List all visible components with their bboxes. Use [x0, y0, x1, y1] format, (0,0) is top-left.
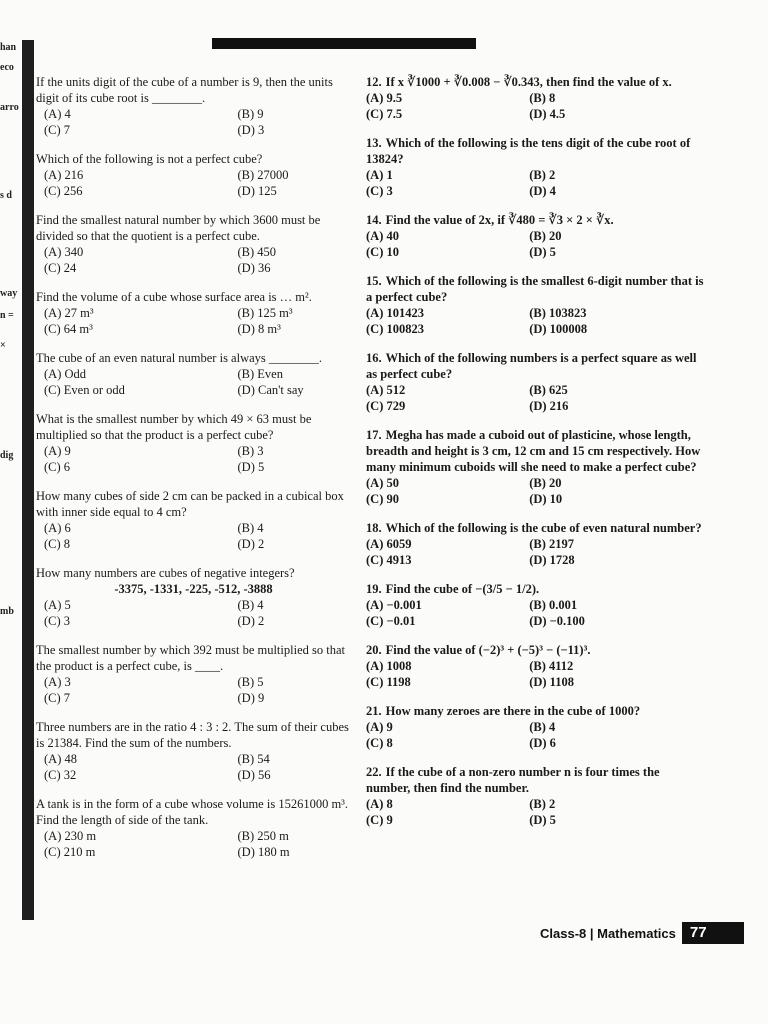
answer-option: (A) 1 — [366, 168, 393, 182]
answer-option: (C) 7.5 — [366, 107, 403, 121]
question-number: 13. — [366, 136, 382, 150]
right-question-column — [366, 74, 706, 841]
answer-options — [366, 475, 706, 507]
answer-option: (B) 4112 — [529, 659, 574, 673]
question-stem — [366, 135, 706, 167]
question-item — [366, 520, 706, 568]
answer-options — [36, 305, 351, 337]
answer-option: (C) 729 — [366, 399, 406, 413]
left-question-column — [36, 74, 351, 873]
question-text: A tank is in the form of a cube whose volume is 15261000 m³. Find the length of side of the tank. — [36, 797, 349, 827]
question-number-list: -3375, -1331, -225, -512, -3888 — [114, 582, 273, 596]
answer-option: (D) 6 — [529, 736, 556, 750]
answer-option: (D) 180 m — [237, 845, 290, 859]
answer-option: (A) Odd — [44, 367, 87, 381]
answer-option: (C) 90 — [366, 492, 399, 506]
question-item — [366, 703, 706, 751]
answer-options — [36, 443, 351, 475]
answer-option: (C) 24 — [44, 261, 77, 275]
answer-option: (A) 3 — [44, 675, 71, 689]
answer-options — [36, 106, 351, 138]
question-stem — [36, 289, 351, 305]
answer-option: (C) Even or odd — [44, 383, 125, 397]
question-text: Megha has made a cuboid out of plasticine, whose length, breadth and height is 3 cm, 12 cm and 15 cm respectively. How many minimum cuboids will she need to make a perfect cube? — [366, 428, 701, 474]
question-stem — [366, 273, 706, 305]
margin-note: n = — [0, 310, 14, 321]
answer-option: (C) 8 — [44, 537, 71, 551]
answer-option: (B) 4 — [237, 598, 264, 612]
answer-option: (C) 32 — [44, 768, 77, 782]
answer-option: (C) 1198 — [366, 675, 411, 689]
answer-option: (A) 6059 — [366, 537, 412, 551]
question-number: 18. — [366, 521, 382, 535]
question-text: The smallest number by which 392 must be multiplied so that the product is a perfect cube, is ____. — [36, 643, 345, 673]
question-stem — [366, 427, 706, 475]
answer-option: (B) 2 — [529, 168, 556, 182]
question-text: Find the value of 2x, if ∛480 = ∛3 × 2 × ∛x. — [385, 213, 614, 227]
question-text: If the cube of a non-zero number n is four times the number, then find the number. — [366, 765, 660, 795]
margin-note: arro — [0, 102, 19, 113]
question-stem — [366, 74, 706, 90]
answer-option: (C) 7 — [44, 691, 71, 705]
margin-note: way — [0, 288, 18, 299]
margin-note: × — [0, 340, 6, 351]
question-stem — [366, 212, 706, 228]
question-stem — [36, 488, 351, 520]
question-stem — [36, 74, 351, 106]
answer-option: (B) 8 — [529, 91, 556, 105]
question-item — [36, 151, 351, 199]
question-text: Which of the following is the tens digit of the cube root of 13824? — [366, 136, 691, 166]
answer-option: (C) −0.01 — [366, 614, 416, 628]
margin-note: eco — [0, 62, 14, 73]
answer-option: (D) 10 — [529, 492, 563, 506]
answer-option: (D) 5 — [237, 460, 265, 474]
answer-option: (A) 9 — [44, 444, 71, 458]
answer-option: (D) Can't say — [237, 383, 304, 397]
answer-option: (C) 100823 — [366, 322, 424, 336]
question-item — [36, 642, 351, 706]
question-text: The cube of an even natural number is always ________. — [36, 351, 323, 365]
question-stem — [36, 796, 351, 828]
answer-option: (D) 3 — [237, 123, 265, 137]
answer-option: (D) 9 — [237, 691, 265, 705]
answer-options — [366, 536, 706, 568]
margin-note: s d — [0, 190, 12, 201]
question-text: Which of the following is the cube of even natural number? — [385, 521, 702, 535]
answer-options — [366, 382, 706, 414]
header-band — [212, 38, 476, 49]
answer-options — [366, 597, 706, 629]
question-text: Find the volume of a cube whose surface area is … m². — [36, 290, 312, 304]
question-stem — [36, 565, 351, 581]
answer-option: (B) 2 — [529, 797, 556, 811]
answer-option: (A) 4 — [44, 107, 71, 121]
answer-option: (A) 9.5 — [366, 91, 403, 105]
question-item — [366, 350, 706, 414]
answer-option: (A) 216 — [44, 168, 84, 182]
answer-options — [366, 305, 706, 337]
answer-option: (B) 9 — [237, 107, 264, 121]
question-text: Which of the following numbers is a perfect square as well as perfect cube? — [366, 351, 697, 381]
question-number: 12. — [366, 75, 382, 89]
question-stem — [36, 151, 351, 167]
footer-label: Class-8 | Mathematics — [540, 925, 676, 941]
answer-option: (C) 9 — [366, 813, 393, 827]
answer-option: (B) 4 — [237, 521, 264, 535]
answer-option: (A) 512 — [366, 383, 406, 397]
adjacent-page-margin — [0, 40, 34, 920]
question-text: If the units digit of the cube of a number is 9, then the units digit of its cube root is ________. — [36, 75, 333, 105]
question-item — [36, 565, 351, 629]
question-text: Three numbers are in the ratio 4 : 3 : 2. The sum of their cubes is 21384. Find the sum of the numbers. — [36, 720, 349, 750]
question-stem — [366, 642, 706, 658]
answer-option: (D) 2 — [237, 614, 265, 628]
answer-option: (D) 1728 — [529, 553, 575, 567]
question-text: Which of the following is not a perfect cube? — [36, 152, 263, 166]
answer-option: (B) 625 — [529, 383, 568, 397]
question-item — [36, 350, 351, 398]
question-number: 17. — [366, 428, 382, 442]
question-item — [366, 74, 706, 122]
answer-option: (D) 5 — [529, 245, 556, 259]
answer-options — [366, 658, 706, 690]
question-text: What is the smallest number by which 49 × 63 must be multiplied so that the product is a perfect cube? — [36, 412, 312, 442]
question-stem — [36, 212, 351, 244]
answer-option: (C) 7 — [44, 123, 71, 137]
question-text: If x ∛1000 + ∛0.008 − ∛0.343, then find the value of x. — [385, 75, 672, 89]
margin-note: han — [0, 42, 17, 53]
answer-option: (B) 3 — [237, 444, 264, 458]
question-item — [366, 135, 706, 199]
question-number: 19. — [366, 582, 382, 596]
question-number: 20. — [366, 643, 382, 657]
answer-options — [366, 167, 706, 199]
answer-option: (B) 4 — [529, 720, 556, 734]
answer-option: (A) 6 — [44, 521, 71, 535]
answer-options — [366, 719, 706, 751]
question-number: 15. — [366, 274, 382, 288]
answer-option: (C) 64 m³ — [44, 322, 93, 336]
question-text: Find the cube of −(3/5 − 1/2). — [385, 582, 540, 596]
answer-options — [366, 228, 706, 260]
answer-option: (D) 2 — [237, 537, 265, 551]
question-item — [366, 764, 706, 828]
answer-option: (C) 4913 — [366, 553, 412, 567]
answer-option: (C) 210 m — [44, 845, 96, 859]
answer-options — [36, 520, 351, 552]
answer-option: (B) 0.001 — [529, 598, 578, 612]
answer-option: (A) 9 — [366, 720, 393, 734]
answer-option: (C) 8 — [366, 736, 393, 750]
answer-option: (C) 6 — [44, 460, 71, 474]
question-text: How many numbers are cubes of negative integers? — [36, 566, 295, 580]
answer-options — [36, 828, 351, 860]
question-item — [36, 411, 351, 475]
answer-option: (A) 27 m³ — [44, 306, 94, 320]
answer-option: (B) Even — [237, 367, 283, 381]
question-text: Which of the following is the smallest 6-digit number that is a perfect cube? — [366, 274, 704, 304]
answer-option: (D) 56 — [237, 768, 271, 782]
question-number: 22. — [366, 765, 382, 779]
answer-options — [36, 244, 351, 276]
answer-option: (A) 1008 — [366, 659, 412, 673]
question-item — [36, 719, 351, 783]
answer-option: (C) 3 — [366, 184, 393, 198]
answer-option: (D) 125 — [237, 184, 277, 198]
question-item — [36, 289, 351, 337]
question-stem — [36, 350, 351, 366]
answer-options — [366, 90, 706, 122]
question-item — [36, 212, 351, 276]
question-text: Find the smallest natural number by which 3600 must be divided so that the quotient is a perfect cube. — [36, 213, 321, 243]
answer-option: (D) 8 m³ — [237, 322, 281, 336]
question-number: 21. — [366, 704, 382, 718]
answer-option: (D) 100008 — [529, 322, 588, 336]
question-number: 14. — [366, 213, 382, 227]
margin-note: mb — [0, 606, 14, 617]
answer-option: (D) 1108 — [529, 675, 574, 689]
answer-option: (C) 10 — [366, 245, 399, 259]
answer-option: (B) 2197 — [529, 537, 574, 551]
question-stem — [36, 719, 351, 751]
answer-option: (A) −0.001 — [366, 598, 422, 612]
answer-option: (A) 50 — [366, 476, 399, 490]
answer-option: (A) 340 — [44, 245, 84, 259]
answer-option: (C) 256 — [44, 184, 83, 198]
answer-option: (D) 216 — [529, 399, 569, 413]
question-item — [366, 581, 706, 629]
answer-option: (A) 5 — [44, 598, 71, 612]
answer-option: (A) 8 — [366, 797, 393, 811]
question-stem — [366, 764, 706, 796]
answer-option: (A) 40 — [366, 229, 399, 243]
question-text: How many cubes of side 2 cm can be packed in a cubical box with inner side equal to 4 cm? — [36, 489, 344, 519]
answer-option: (A) 230 m — [44, 829, 97, 843]
answer-options — [36, 366, 351, 398]
question-item — [36, 74, 351, 138]
answer-option: (B) 5 — [237, 675, 264, 689]
question-item — [36, 796, 351, 860]
answer-options — [36, 167, 351, 199]
answer-option: (D) 36 — [237, 261, 271, 275]
answer-option: (D) 4.5 — [529, 107, 566, 121]
answer-options — [36, 674, 351, 706]
question-stem — [36, 642, 351, 674]
question-stem — [366, 350, 706, 382]
answer-option: (B) 20 — [529, 229, 562, 243]
question-number: 16. — [366, 351, 382, 365]
answer-option: (D) −0.100 — [529, 614, 585, 628]
question-text: Find the value of (−2)³ + (−5)³ − (−11)³. — [385, 643, 591, 657]
question-item — [366, 212, 706, 260]
question-stem — [36, 411, 351, 443]
page-footer — [540, 922, 744, 944]
question-item — [366, 273, 706, 337]
binding-shadow — [22, 40, 34, 920]
answer-option: (A) 48 — [44, 752, 77, 766]
question-item — [366, 427, 706, 507]
answer-option: (B) 20 — [529, 476, 562, 490]
question-stem — [366, 520, 706, 536]
answer-option: (B) 450 — [237, 245, 277, 259]
question-stem — [366, 581, 706, 597]
answer-option: (B) 125 m³ — [237, 306, 293, 320]
answer-option: (A) 101423 — [366, 306, 424, 320]
answer-option: (C) 3 — [44, 614, 71, 628]
answer-option: (D) 5 — [529, 813, 556, 827]
question-item — [366, 642, 706, 690]
answer-option: (D) 4 — [529, 184, 556, 198]
answer-options — [36, 597, 351, 629]
answer-option: (B) 103823 — [529, 306, 587, 320]
margin-note: dig — [0, 450, 14, 461]
answer-options — [366, 796, 706, 828]
answer-option: (B) 250 m — [237, 829, 289, 843]
question-text: How many zeroes are there in the cube of 1000? — [385, 704, 641, 718]
page-number: 77 — [682, 922, 744, 944]
answer-options — [36, 751, 351, 783]
question-stem — [366, 703, 706, 719]
answer-option: (B) 27000 — [237, 168, 289, 182]
question-item — [36, 488, 351, 552]
answer-option: (B) 54 — [237, 752, 270, 766]
